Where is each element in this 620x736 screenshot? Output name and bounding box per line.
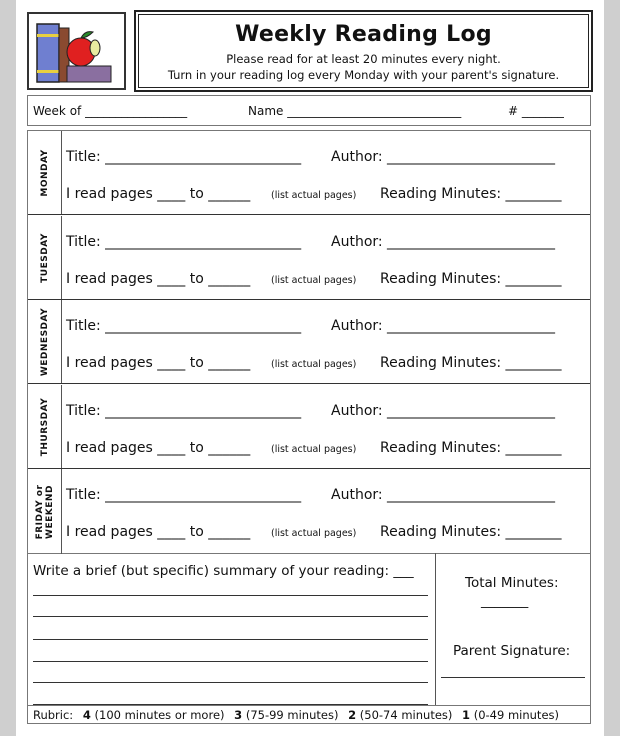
pages-field[interactable]: I read pages ____ to ______ — [66, 355, 251, 371]
pages-field[interactable]: I read pages ____ to ______ — [66, 524, 251, 540]
name-field[interactable]: Name _____________________________ — [248, 104, 462, 118]
author-field[interactable]: Author: ________________________ — [331, 403, 556, 419]
daily-log-table — [27, 130, 591, 554]
day-row — [28, 385, 590, 469]
summary-prompt: Write a brief (but specific) summary of your reading: ___ — [33, 563, 414, 579]
day-label: FRIDAY or WEEKEND — [34, 484, 55, 539]
books-apple-logo — [27, 12, 126, 90]
day-row — [28, 216, 590, 300]
summary-line[interactable] — [33, 639, 428, 640]
total-minutes-field[interactable]: _______ — [481, 593, 529, 609]
instruction-line-1: Please read for at least 20 minutes every night. — [226, 52, 501, 66]
reading-minutes-field[interactable]: Reading Minutes: ________ — [380, 440, 562, 456]
day-label: MONDAY — [39, 148, 50, 197]
day-row — [28, 300, 590, 384]
rubric-score: 1 — [462, 708, 471, 722]
reading-minutes-field[interactable]: Reading Minutes: ________ — [380, 524, 562, 540]
day-label: WEDNESDAY — [39, 307, 50, 376]
rubric-score: 4 — [82, 708, 91, 722]
title-field[interactable]: Title: ____________________________ — [66, 318, 302, 334]
author-field[interactable]: Author: ________________________ — [331, 487, 556, 503]
summary-line[interactable] — [33, 661, 428, 662]
divider — [435, 553, 436, 705]
parent-signature-label: Parent Signature: — [453, 643, 571, 659]
title-field[interactable]: Title: ____________________________ — [66, 149, 302, 165]
pages-field[interactable]: I read pages ____ to ______ — [66, 440, 251, 456]
title-field[interactable]: Title: ____________________________ — [66, 487, 302, 503]
rubric-desc: (75-99 minutes) — [245, 708, 339, 722]
list-pages-note: (list actual pages) — [271, 275, 357, 286]
list-pages-note: (list actual pages) — [271, 359, 357, 370]
reading-minutes-field[interactable]: Reading Minutes: ________ — [380, 186, 562, 202]
parent-signature-field[interactable] — [441, 677, 585, 678]
reading-minutes-field[interactable]: Reading Minutes: ________ — [380, 355, 562, 371]
pages-field[interactable]: I read pages ____ to ______ — [66, 271, 251, 287]
rubric-desc: (100 minutes or more) — [94, 708, 225, 722]
rubric-desc: (50-74 minutes) — [359, 708, 453, 722]
rubric-row — [27, 705, 591, 724]
pages-field[interactable]: I read pages ____ to ______ — [66, 186, 251, 202]
rubric-desc: (0-49 minutes) — [473, 708, 559, 722]
day-label-cell — [28, 469, 62, 554]
author-field[interactable]: Author: ________________________ — [331, 234, 556, 250]
summary-line[interactable] — [33, 595, 428, 596]
summary-line[interactable] — [33, 682, 428, 683]
page-title: Weekly Reading Log — [235, 22, 492, 47]
rubric-label: Rubric: — [33, 708, 74, 722]
summary-section — [27, 553, 591, 706]
title-field[interactable]: Title: ____________________________ — [66, 403, 302, 419]
student-info-row — [27, 95, 591, 126]
list-pages-note: (list actual pages) — [271, 528, 357, 539]
rubric-score: 3 — [234, 708, 243, 722]
title-field[interactable]: Title: ____________________________ — [66, 234, 302, 250]
day-label-cell — [28, 131, 62, 214]
books-apple-icon — [29, 14, 124, 88]
day-label: THURSDAY — [39, 397, 50, 456]
total-minutes-label: Total Minutes: — [465, 575, 559, 591]
day-label: TUESDAY — [39, 232, 50, 283]
day-label-cell — [28, 385, 62, 468]
author-field[interactable]: Author: ________________________ — [331, 149, 556, 165]
number-field[interactable]: # _______ — [508, 104, 564, 118]
day-label-cell — [28, 300, 62, 383]
week-of-field[interactable]: Week of _________________ — [33, 104, 188, 118]
reading-minutes-field[interactable]: Reading Minutes: ________ — [380, 271, 562, 287]
summary-line[interactable] — [33, 616, 428, 617]
rubric-score: 2 — [348, 708, 357, 722]
title-box — [135, 11, 592, 91]
instruction-line-2: Turn in your reading log every Monday with your parent's signature. — [167, 68, 560, 82]
day-row — [28, 131, 590, 215]
day-row — [28, 469, 590, 554]
author-field[interactable]: Author: ________________________ — [331, 318, 556, 334]
day-label-cell — [28, 216, 62, 299]
list-pages-note: (list actual pages) — [271, 190, 357, 201]
list-pages-note: (list actual pages) — [271, 444, 357, 455]
